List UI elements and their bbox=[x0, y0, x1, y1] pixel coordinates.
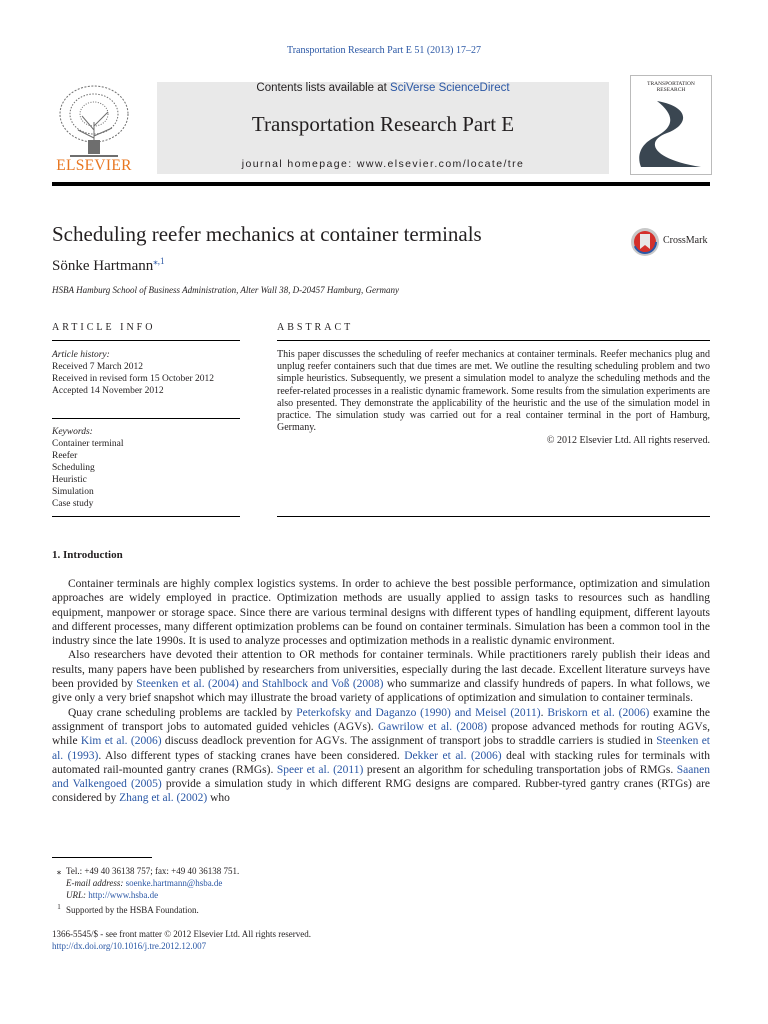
abstract-bottom-rule bbox=[277, 516, 710, 517]
history-label: Article history: bbox=[52, 350, 110, 360]
text-run: Also researchers have devoted their attention to OR methods for container terminals. While practitioners rarely publish their ideas and results, many papers have been published by researchers from universities, especially during the last decade. Excellent literature surveys have been provided by bbox=[52, 649, 710, 691]
history-item: Received in revised form 15 October 2012 bbox=[52, 374, 214, 384]
crossmark-label: CrossMark bbox=[663, 235, 708, 246]
paper-title: Scheduling reefer mechanics at container terminals bbox=[52, 222, 482, 246]
keyword: Container terminal bbox=[52, 439, 124, 449]
paragraph bbox=[52, 706, 710, 806]
issn-block bbox=[52, 928, 452, 952]
journal-cover bbox=[630, 75, 712, 175]
footnote-tel bbox=[52, 865, 452, 877]
text-run: examine the assignment of transport jobs to automated guided vehicles (AGVs). bbox=[52, 706, 711, 733]
keyword: Heuristic bbox=[52, 475, 87, 485]
citation-link[interactable]: Zhang et al. (2002) bbox=[119, 792, 208, 805]
cover-road-icon bbox=[631, 97, 711, 173]
citation-link[interactable]: Saanen and Valkengoed (2005) bbox=[52, 763, 710, 791]
contents-prefix: Contents lists available at bbox=[256, 82, 391, 94]
text-run: deal with stacking rules for terminals with automated rail-mounted gantry cranes (RMGs). bbox=[52, 749, 710, 776]
keyword: Scheduling bbox=[52, 463, 95, 473]
article-info-divider bbox=[52, 418, 240, 419]
doi-link[interactable]: http://dx.doi.org/10.1016/j.tre.2012.12.007 bbox=[52, 941, 207, 951]
issn-line: 1366-5545/$ - see front matter © 2012 Elsevier Ltd. All rights reserved. bbox=[52, 929, 312, 939]
keyword: Case study bbox=[52, 499, 94, 509]
author-footnote-mark[interactable]: ⁎,1 bbox=[153, 256, 165, 266]
text-run: discuss deadlock prevention for AGVs. The assignment of transport jobs to straddle carriers is studied in bbox=[161, 735, 657, 748]
footnote-text: Tel.: +49 40 36138 757; fax: +49 40 36138 751. bbox=[66, 866, 240, 876]
text-run: present an algorithm for scheduling transportation jobs of RMGs. bbox=[363, 763, 677, 776]
author bbox=[52, 256, 164, 275]
footnote-rule bbox=[52, 857, 152, 858]
footnotes bbox=[52, 865, 452, 916]
footnote-number: 1 bbox=[57, 903, 61, 911]
article-info-bottom-rule bbox=[52, 516, 240, 517]
footnote-text: Supported by the HSBA Foundation. bbox=[66, 905, 199, 915]
email-link[interactable]: soenke.hartmann@hsba.de bbox=[125, 878, 223, 888]
elsevier-wordmark: ELSEVIER bbox=[56, 157, 132, 174]
journal-homepage[interactable]: journal homepage: www.elsevier.com/locate/tre bbox=[241, 158, 525, 170]
history-item: Received 7 March 2012 bbox=[52, 362, 144, 372]
citation-link[interactable]: Kim et al. (2006) bbox=[80, 735, 162, 748]
citation-link[interactable]: Gawrilow et al. (2008) bbox=[377, 720, 488, 733]
paragraph bbox=[52, 648, 710, 705]
affiliation: HSBA Hamburg School of Business Administration, Alter Wall 38, D-20457 Hamburg, Germany bbox=[52, 285, 399, 295]
text-run: . Also different types of stacking cranes have been considered. bbox=[98, 749, 405, 762]
cover-title-1: TRANSPORTATION bbox=[647, 81, 695, 87]
footnote-email bbox=[52, 877, 452, 889]
text-run: propose advanced methods for routing AGVs, while bbox=[52, 720, 710, 748]
cover-title-2: RESEARCH bbox=[656, 87, 686, 93]
elsevier-logo bbox=[50, 78, 138, 174]
article-info-rule bbox=[52, 340, 240, 341]
citation-link[interactable]: Dekker et al. (2006) bbox=[404, 749, 502, 762]
text-run: provide a simulation study in which different RMG designs are compared. Rubber-tyred gantry cranes (RTGs) are considered by bbox=[52, 778, 711, 805]
citation-link[interactable]: Steenken et al. (2004) and Stahlbock and Voß (2008) bbox=[136, 678, 384, 691]
abstract-text: This paper discusses the scheduling of reefer mechanics at container terminals. Reefer mechanics plug and unplug reefer containers such that due times are met. We outline the resulting scheduling problem and two simple heuristics. Subsequently, we present a simulation model to analyze the scheduling methods and the reefer-related processes in a realistic dynamic framework. Some results from the simulation experiments are also presented. They demonstrate the applicability of the heuristic and the use of the simulation model in practice. The simulation study was carried out for a real container terminal in the port of Hamburg, Germany. bbox=[277, 349, 710, 434]
citation-link[interactable]: Speer et al. (2011) bbox=[276, 763, 364, 776]
paragraph: Container terminals are highly complex logistics systems. In order to achieve the best possible performance, optimization and simulation approaches are widely employed in practice. Optimization methods are usually applied to assign tasks to resources such as handling equipment, manpower or storage space. Since there are various terminal designs with different types of handling equipment, different layouts and different processes, many different optimization problems can be found on container terminals. Simulation has been a common tool in the industry since the late 1990s. It is used to analyze processes and optimization methods in a realistic dynamic environment. bbox=[52, 578, 710, 648]
email-label: E-mail address: bbox=[66, 878, 126, 888]
footnote-url bbox=[52, 889, 452, 901]
text-run: . bbox=[540, 706, 548, 719]
url-label: URL: bbox=[66, 890, 89, 900]
crossmark-icon bbox=[630, 227, 660, 257]
section-heading-introduction: 1. Introduction bbox=[52, 549, 123, 561]
history-item: Accepted 14 November 2012 bbox=[52, 386, 164, 396]
abstract-copyright: © 2012 Elsevier Ltd. All rights reserved. bbox=[546, 435, 710, 447]
text-run: who bbox=[207, 792, 230, 805]
sciencedirect-link[interactable]: SciVerse ScienceDirect bbox=[390, 82, 510, 94]
text-run: who summarize and classify hundreds of papers. In what follows, we give only a very brief snapshot which may illustrate the broad variety of applications of optimization and simulation to container terminals. bbox=[52, 678, 711, 705]
author-name: Sönke Hartmann bbox=[52, 258, 154, 274]
body-text bbox=[52, 577, 710, 806]
footnote-support bbox=[52, 901, 452, 916]
footnote-star: ⁎ bbox=[56, 866, 62, 876]
article-info-heading: ARTICLE INFO bbox=[52, 322, 156, 333]
citation-link[interactable]: Peterkofsky and Daganzo (1990) and Meisel (2011) bbox=[296, 706, 541, 719]
journal-reference[interactable]: Transportation Research Part E 51 (2013) 17–27 bbox=[286, 45, 482, 56]
crossmark-badge[interactable] bbox=[630, 227, 712, 257]
abstract-body bbox=[277, 349, 710, 448]
url-link[interactable]: http://www.hsba.de bbox=[88, 890, 159, 900]
abstract-rule bbox=[277, 340, 710, 341]
citation-link[interactable]: Briskorn et al. (2006) bbox=[547, 706, 650, 719]
keywords bbox=[52, 426, 242, 510]
journal-title: Transportation Research Part E bbox=[251, 112, 515, 136]
header-rule bbox=[52, 182, 710, 186]
keyword: Reefer bbox=[52, 451, 78, 461]
citation-link[interactable]: Steenken et al. (1993) bbox=[52, 735, 710, 762]
text-run: Quay crane scheduling problems are tackled by bbox=[68, 706, 297, 719]
keywords-label: Keywords: bbox=[52, 427, 93, 437]
keyword: Simulation bbox=[52, 487, 94, 497]
abstract-heading: ABSTRACT bbox=[277, 322, 354, 333]
article-history bbox=[52, 349, 242, 397]
contents-line bbox=[157, 82, 609, 94]
